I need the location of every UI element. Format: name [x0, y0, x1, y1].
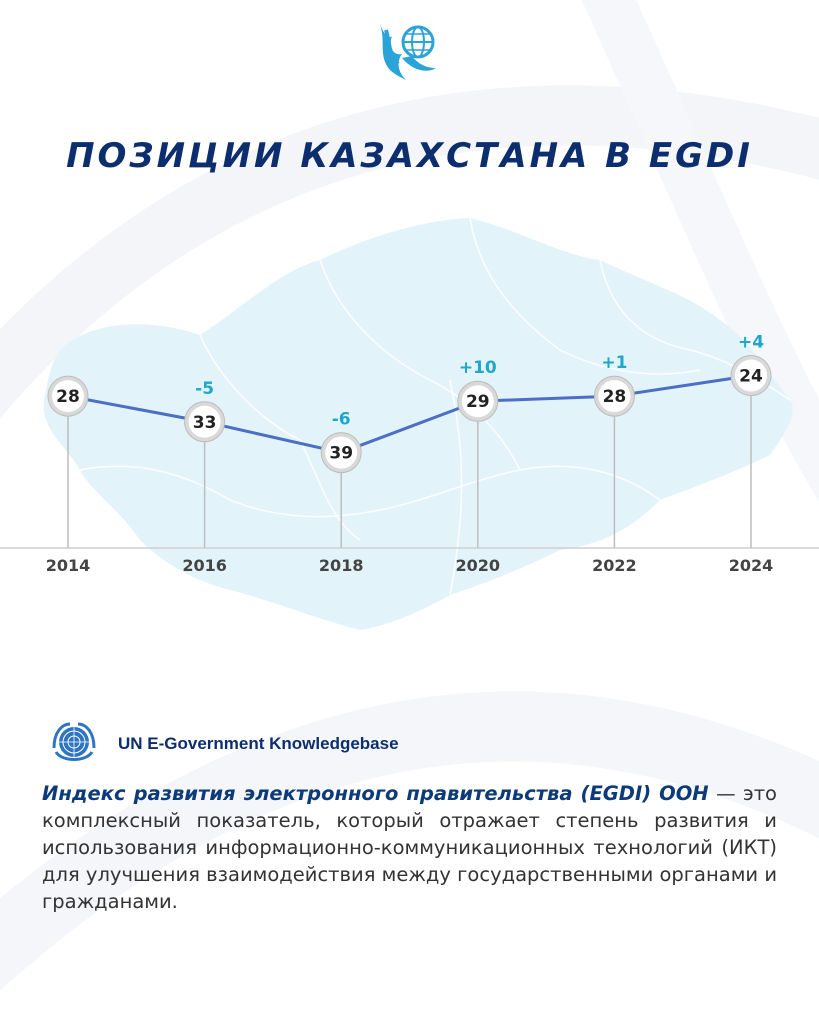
data-point-2022	[594, 376, 634, 416]
x-tick-label-2024: 2024	[728, 556, 774, 575]
x-tick-label-2022: 2022	[592, 556, 637, 575]
rank-label: 39	[329, 443, 354, 464]
description-body: — это комплексный показатель, который отражает степень развития и использования информационно-коммуникационных технологий (ИКТ) для улучшения взаимодействия между государственными органами и гражданами.	[42, 782, 777, 913]
rank-label: 28	[56, 387, 80, 408]
data-point-2020	[458, 381, 498, 421]
change-label-2020: +10	[458, 358, 497, 379]
rank-label: 33	[192, 412, 217, 433]
x-tick-label-2020: 2020	[455, 556, 501, 575]
change-label-2016: -5	[195, 378, 215, 399]
x-tick-label-2018: 2018	[318, 556, 364, 575]
data-point-2016	[185, 402, 225, 442]
eagle-globe-logo	[372, 22, 442, 82]
rank-label: 28	[602, 387, 627, 408]
source-attribution	[48, 722, 399, 766]
change-label-2024: +4	[737, 332, 765, 353]
description	[42, 780, 777, 915]
data-point-2024	[731, 356, 771, 396]
description-lead: Индекс развития электронного правительства (EGDI) ООН	[42, 782, 709, 805]
egdi-rank-chart	[0, 200, 819, 660]
rank-label: 24	[739, 366, 763, 387]
rank-label: 29	[465, 392, 490, 413]
un-emblem-icon	[48, 722, 100, 766]
change-label-2018: -6	[331, 409, 351, 430]
x-tick-label-2014: 2014	[45, 556, 91, 575]
page-title: ПОЗИЦИИ КАЗАХСТАНА В EGDI	[66, 136, 753, 176]
x-tick-label-2016: 2016	[182, 556, 227, 575]
change-label-2022: +1	[601, 353, 628, 374]
source-label: UN E-Government Knowledgebase	[118, 734, 399, 753]
data-point-2018	[321, 433, 361, 473]
data-point-2014	[48, 376, 88, 416]
